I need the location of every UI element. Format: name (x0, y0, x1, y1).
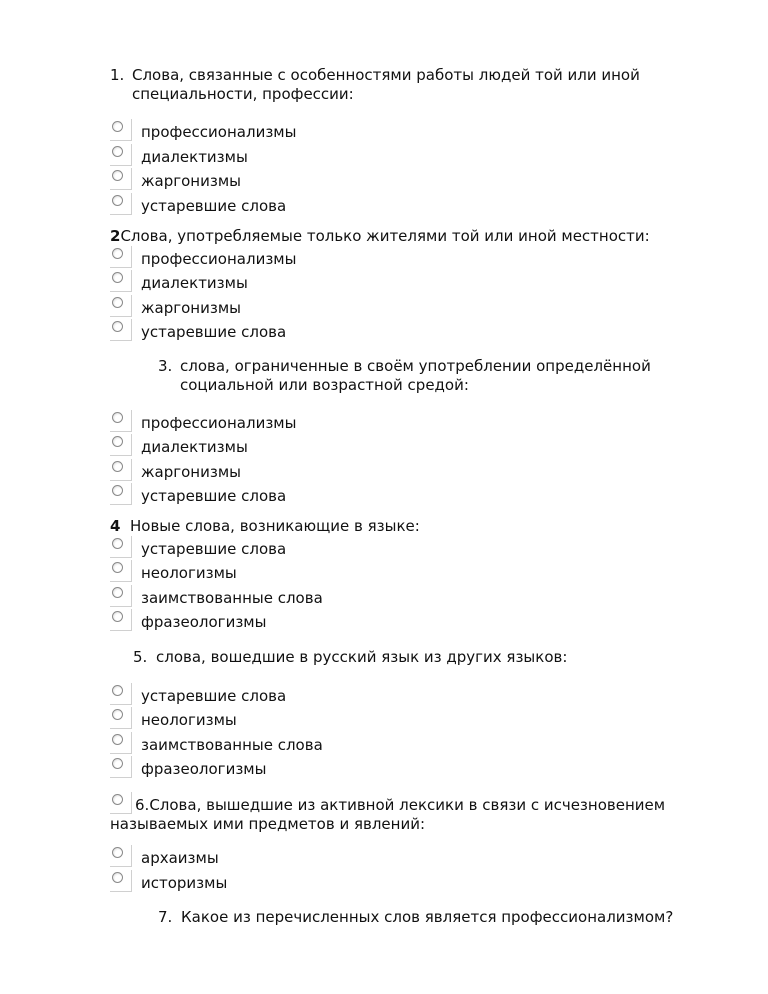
question-3-number: 3. (158, 357, 173, 375)
radio-button[interactable] (110, 144, 132, 166)
radio-button[interactable] (110, 732, 132, 754)
radio-button[interactable] (110, 434, 132, 456)
question-1 (110, 66, 124, 85)
radio-button[interactable] (110, 756, 132, 778)
question-6 (135, 796, 665, 815)
radio-button[interactable] (110, 483, 132, 505)
question-4-text: Новые слова, возникающие в языке: (129, 517, 420, 535)
question-1-number: 1. (110, 66, 125, 84)
radio-button[interactable] (110, 560, 132, 582)
radio-button[interactable] (110, 536, 132, 558)
radio-button[interactable] (110, 845, 132, 867)
radio-button[interactable] (110, 870, 132, 892)
radio-button[interactable] (110, 168, 132, 190)
radio-button[interactable] (110, 119, 132, 141)
radio-button[interactable] (110, 609, 132, 631)
question-5-text: слова, вошедшие в русский язык из других языков: (156, 648, 568, 666)
question-5 (133, 648, 147, 667)
question-6-line-2: называемых ими предметов и явлений: (110, 815, 426, 833)
radio-button[interactable] (110, 410, 132, 432)
radio-button[interactable] (110, 683, 132, 705)
radio-button[interactable] (110, 585, 132, 607)
question-3-line-2: социальной или возрастной средой: (180, 376, 469, 394)
question-4 (110, 517, 420, 536)
question-6-line-1: Слова, вышедшие из активной лексики в связи с исчезновением (149, 796, 666, 814)
radio-button[interactable] (110, 319, 132, 341)
question-4-number: 4 (110, 517, 121, 535)
question-2-number: 2 (110, 227, 121, 245)
question-7-text: Какое из перечисленных слов является профессионализмом? (181, 908, 674, 926)
radio-button[interactable] (110, 193, 132, 215)
question-7-number: 7. (158, 908, 173, 926)
question-1-line-1: Слова, связанные с особенностями работы людей той или иной (132, 66, 640, 84)
question-3-text (180, 357, 651, 395)
question-7 (158, 908, 172, 927)
question-5-number: 5. (133, 648, 148, 666)
radio-button[interactable] (110, 792, 132, 814)
radio-button[interactable] (110, 295, 132, 317)
radio-button[interactable] (110, 270, 132, 292)
question-1-text (132, 66, 640, 104)
question-2 (110, 227, 650, 246)
radio-button[interactable] (110, 707, 132, 729)
radio-button[interactable] (110, 246, 132, 268)
radio-button[interactable] (110, 459, 132, 481)
question-1-line-2: специальности, профессии: (132, 85, 354, 103)
question-3-line-1: слова, ограниченные в своём употреблении определённой (180, 357, 651, 375)
question-6-number: 6. (135, 796, 150, 814)
question-2-text: Слова, употребляемые только жителями той или иной местности: (120, 227, 650, 245)
q6-radio[interactable] (110, 794, 134, 816)
question-3 (158, 357, 172, 376)
